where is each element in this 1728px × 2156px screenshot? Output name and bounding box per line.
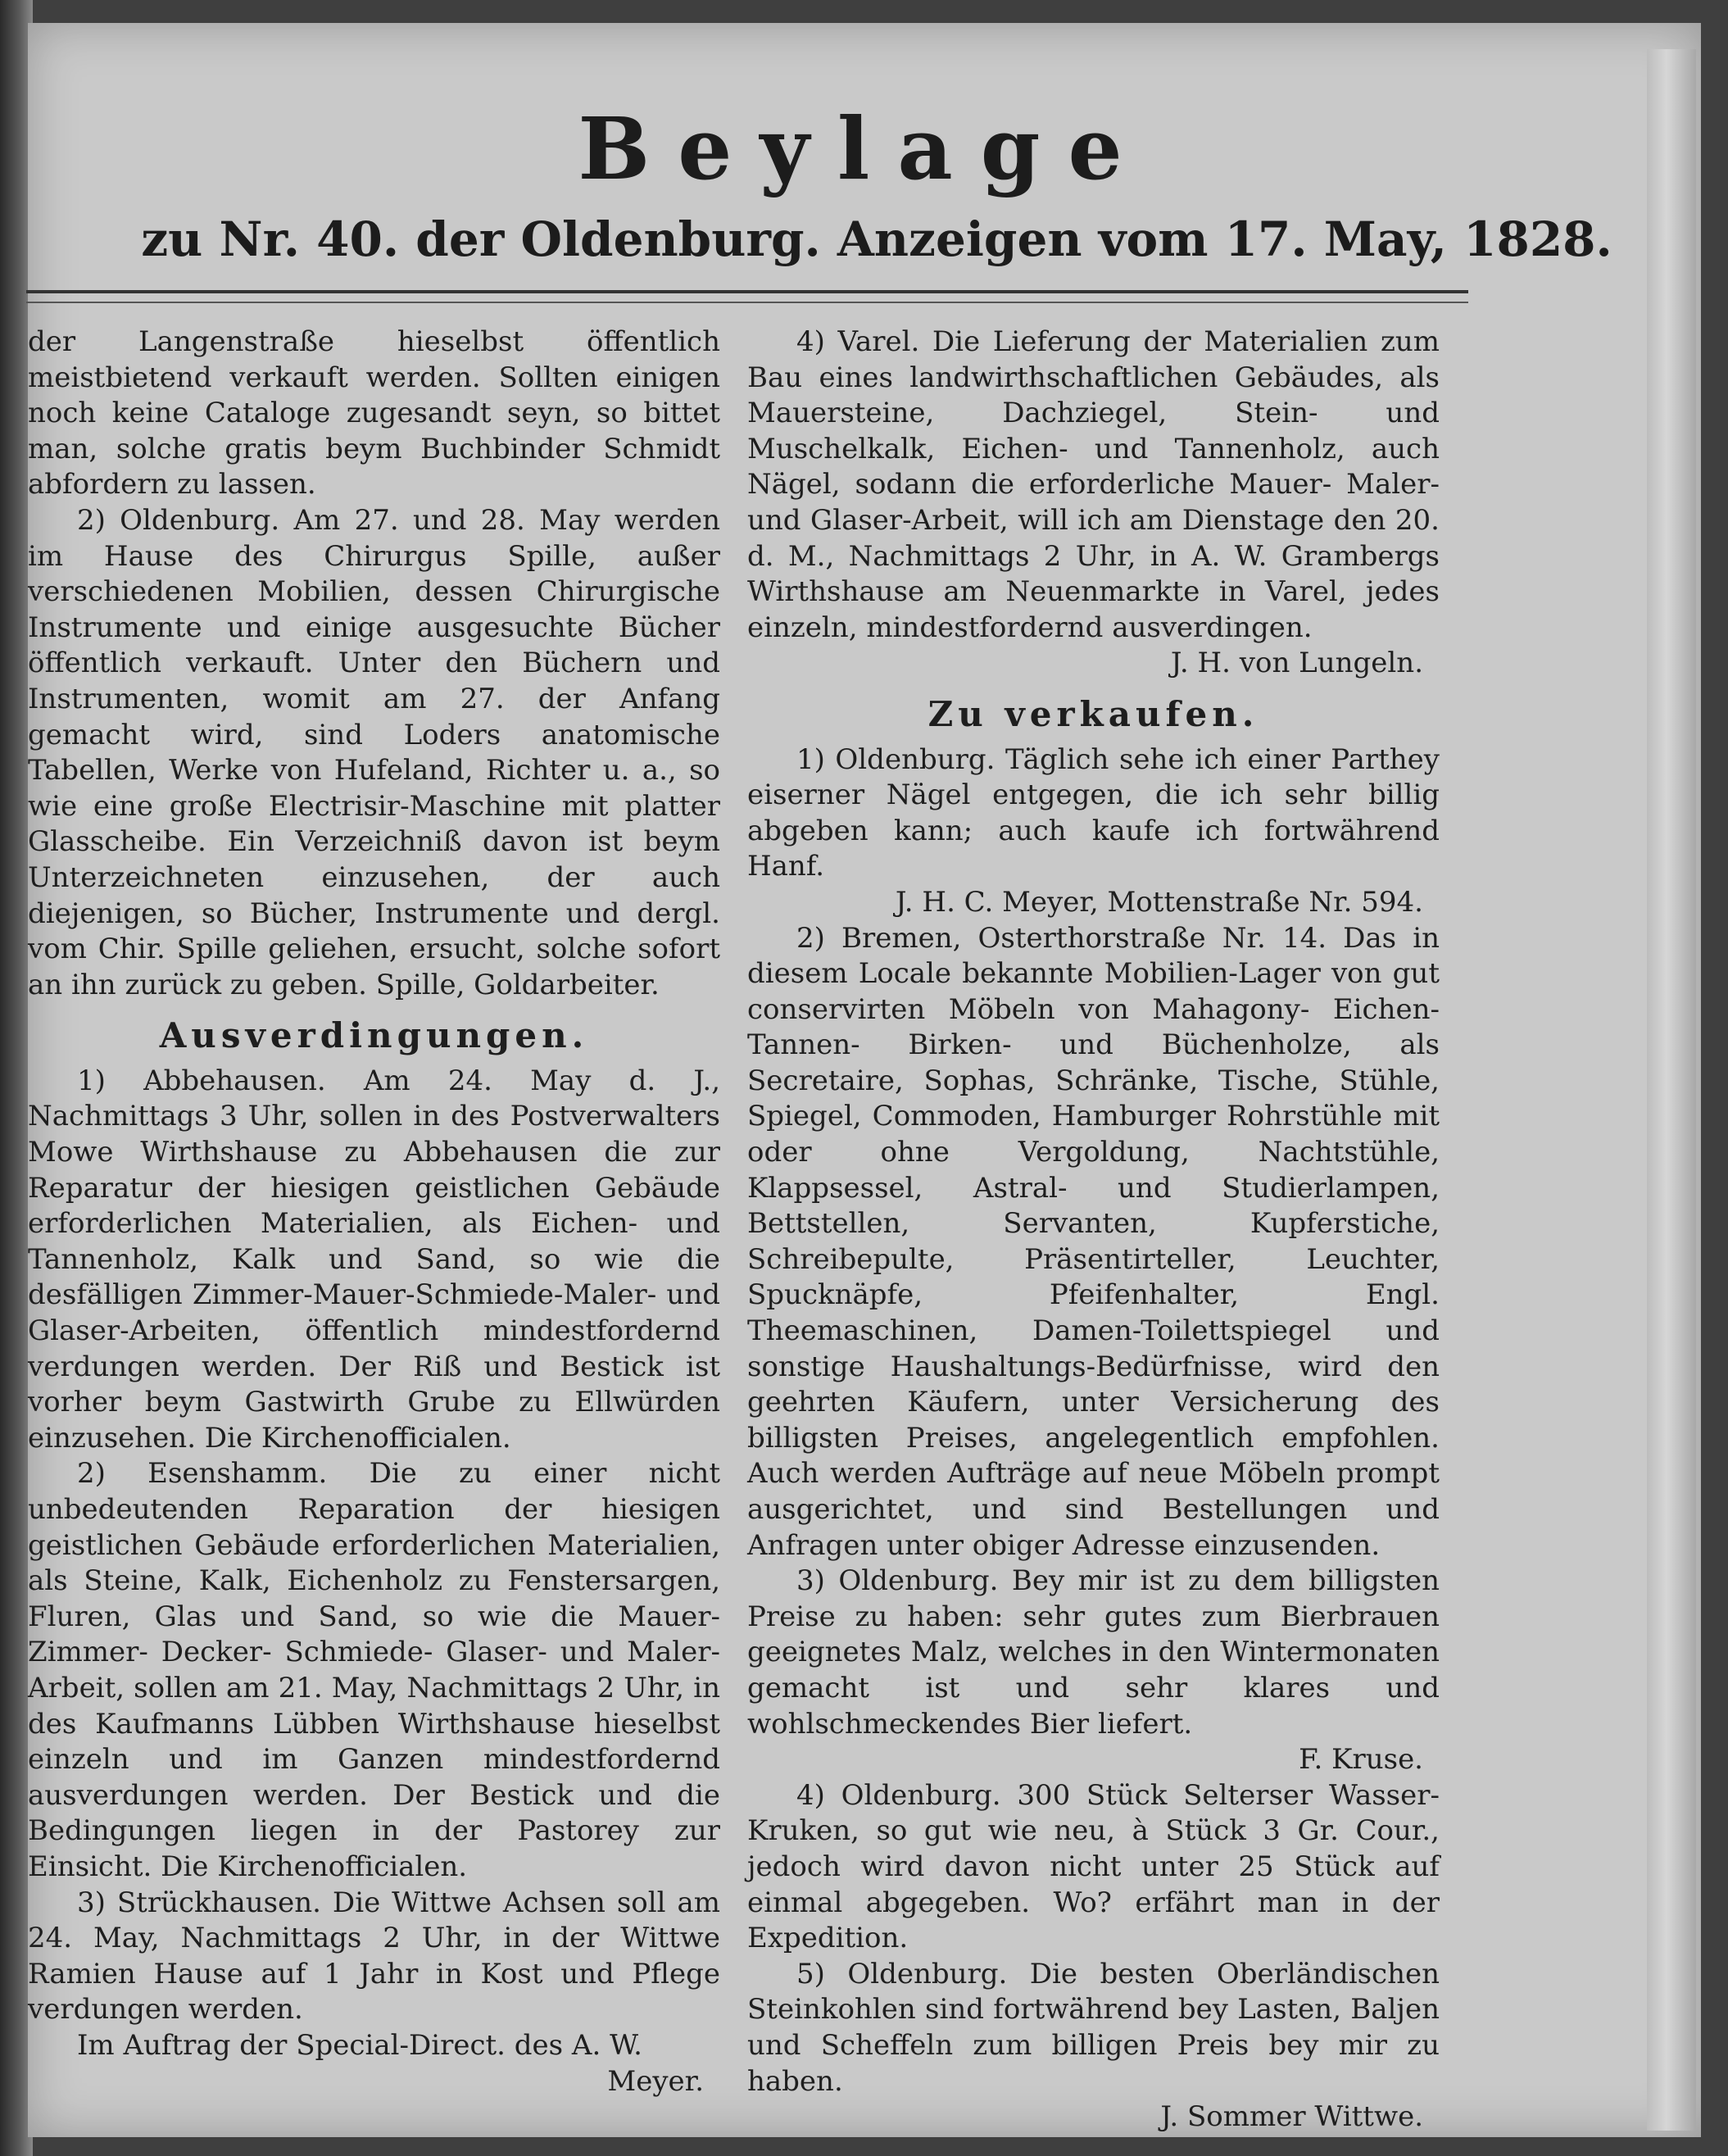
signature: J. Sommer Wittwe. [1160,2100,1423,2134]
signature: Meyer. [607,2064,704,2098]
paragraph: 2) Bremen, Osterthorstraße Nr. 14. Das in diesem Locale bekannte Mobilien-Lager von gut conservirten Möbeln von Mahagony- Eichen- Tannen- Birken- und Büchenholze, als Secretaire, Sophas, Schränke, Tische, Stühle, Spiegel, Commoden, Hamburger Rohrstühle mit oder ohne Vergoldung, Nachtstühle, Klappsessel, Astral- und Studierlampen, Bettstellen, Servanten, Kupferstiche, Schreibepulte, Präsentirteller, Leuchter, Spucknäpfe, Pfeifenhalter, Engl. Theemaschinen, Damen-Toilettspiegel und sonstige Haushaltungs-Bedürfnisse, wird den geehrten Käufern, unter Versicherung des billigsten Preises, angelegentlich empfohlen. Auch werden Aufträge auf neue Möbeln prompt ausgerichtet, und sind Bestellungen und Anfragen unter obiger Adresse einzusenden. [747,921,1440,1562]
signature: J. H. C. Meyer, Mottenstraße Nr. 594. [895,885,1423,919]
paragraph: 3) Oldenburg. Bey mir ist zu dem billigsten Preise zu haben: sehr gutes zum Bierbrauen geeignetes Malz, welches in den Wintermonaten gemacht ist und sehr klares und wohlschmeckendes Bier liefert. [747,1564,1440,1741]
section-heading: Zu verkaufen. [927,693,1259,734]
page-subtitle: zu Nr. 40. der Oldenburg. Anzeigen vom 17. May, 1828. [141,211,1612,267]
right-column [747,325,1440,2134]
paragraph: 1) Oldenburg. Täglich sehe ich einer Parthey eiserner Nägel entgegen, die ich sehr billig abgeben kann; auch kaufe ich fortwährend Hanf. [747,742,1440,883]
signature: F. Kruse. [1299,1743,1423,1777]
paragraph: 2) Oldenburg. Am 27. und 28. May werden im Hause des Chirurgus Spille, außer verschiedenen Mobilien, dessen Chirurgische Instrumente und einige ausgesuchte Bücher öffentlich verkauft. Unter den Büchern und Instrumenten, womit am 27. der Anfang gemacht wird, sind Loders anatomische Tabellen, Werke von Hufeland, Richter u. a., so wie eine große Electrisir-Maschine mit platter Glasscheibe. Ein Verzeichniß davon ist beym Unterzeichneten einzusehen, der auch diejenigen, so Bücher, Instrumente und dergl. vom Chir. Spille geliehen, ersucht, solche sofort an ihn zurück zu geben. Spille, Goldarbeiter. [28,503,720,1001]
paragraph: 1) Abbehausen. Am 24. May d. J., Nachmittags 3 Uhr, sollen in des Postverwalters Mowe Wirthshause zu Abbehausen die zur Reparatur der hiesigen geistlichen Gebäude erforderlichen Materialien, als Eichen- und Tannenholz, Kalk und Sand, so wie die desfälligen Zimmer-Mauer-Schmiede-Maler- und Glaser-Arbeiten, öffentlich mindestfordernd verdungen werden. Der Riß und Bestick ist vorher beym Gastwirth Grube zu Ellwürden einzusehen. Die Kirchenofficialen. [28,1064,720,1455]
paragraph: 3) Strückhausen. Die Wittwe Achsen soll am 24. May, Nachmittags 2 Uhr, in der Wittwe Ramien Hause auf 1 Jahr in Kost und Pflege verdungen werden. [28,1886,720,2027]
paragraph: 4) Varel. Die Lieferung der Materialien zum Bau eines landwirthschaftlichen Gebäudes, als Mauersteine, Dachziegel, Stein- und Muschelkalk, Eichen- und Tannenholz, auch Nägel, sodann die erforderliche Mauer- Maler- und Glaser-Arbeit, will ich am Dienstage den 20. d. M., Nachmittags 2 Uhr, in A. W. Grambergs Wirthshause am Neuenmarkte in Varel, jedes einzeln, mindestfordernd ausverdingen. [747,325,1440,644]
page-edge [1647,49,1696,2131]
header-rule [26,290,1468,303]
left-column [28,325,720,2098]
paragraph: 4) Oldenburg. 300 Stück Selterser Wasser-Kruken, so gut wie neu, à Stück 3 Gr. Cour., jedoch wird davon nicht unter 25 Stück auf einmal abgegeben. Wo? erfährt man in der Expedition. [747,1778,1440,1955]
signature: J. H. von Lungeln. [1170,647,1423,680]
paragraph: der Langenstraße hieselbst öffentlich meistbietend verkauft werden. Sollten einigen noch keine Cataloge zugesandt seyn, so bittet man, solche gratis beym Buchbinder Schmidt abfordern zu lassen. [28,325,720,502]
page-title: Beylage [578,98,1150,199]
paragraph: 5) Oldenburg. Die besten Oberländischen Steinkohlen sind fortwährend bey Lasten, Baljen und Scheffeln zum billigen Preis bey mir zu haben. [747,1957,1440,2098]
paragraph: Im Auftrag der Special-Direct. des A. W. [77,2028,642,2062]
paragraph: 2) Esenshamm. Die zu einer nicht unbedeutenden Reparation der hiesigen geistlichen Gebäude erforderlichen Materialien, als Steine, Kalk, Eichenholz zu Fenstersargen, Fluren, Glas und Sand, so wie die Mauer- Zimmer- Decker- Schmiede- Glaser- und Maler-Arbeit, sollen am 21. May, Nachmittags 2 Uhr, in des Kaufmanns Lübben Wirthshause hieselbst einzeln und im Ganzen mindestfordernd ausverdungen werden. Der Bestick und die Bedingungen liegen in der Pastorey zur Einsicht. Die Kirchenofficialen. [28,1457,720,1883]
section-heading: Ausverdingungen. [159,1015,589,1056]
